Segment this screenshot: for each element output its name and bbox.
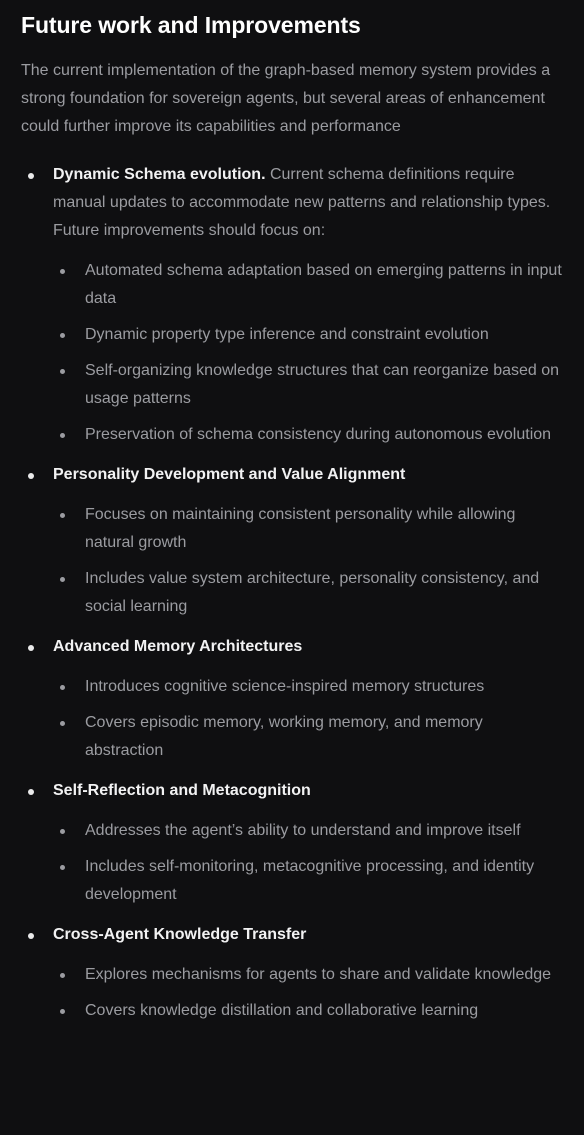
sub-list-item-text: Explores mechanisms for agents to share and validate knowledge bbox=[85, 966, 552, 983]
sub-list-item bbox=[53, 421, 564, 449]
list-item bbox=[21, 461, 564, 621]
bullet-icon bbox=[28, 173, 34, 179]
sub-list-item bbox=[53, 321, 564, 349]
list-item bbox=[21, 921, 564, 1025]
bullet-icon bbox=[60, 865, 65, 870]
sub-list-item bbox=[53, 961, 564, 989]
bullet-icon bbox=[28, 933, 34, 939]
sub-list-item-text: Addresses the agent’s ability to understand and improve itself bbox=[85, 822, 521, 839]
bullet-icon bbox=[60, 973, 65, 978]
bullet-icon bbox=[60, 1009, 65, 1014]
list-item-text bbox=[53, 161, 564, 245]
sub-list bbox=[53, 257, 564, 449]
intro-paragraph: The current implementation of the graph-based memory system provides a strong foundation for sovereign agents, but several areas of enhancement could further improve its capabilities and performance bbox=[21, 62, 551, 135]
sub-list-item-text: Self-organizing knowledge structures that can reorganize based on usage patterns bbox=[85, 362, 560, 407]
sub-list bbox=[53, 961, 564, 1025]
bullet-icon bbox=[60, 269, 65, 274]
bullet-icon bbox=[60, 513, 65, 518]
sub-list-item-text: Covers episodic memory, working memory, and memory abstraction bbox=[85, 714, 483, 759]
list-item bbox=[21, 161, 564, 449]
sub-list-item bbox=[53, 997, 564, 1025]
improvements-list bbox=[21, 161, 564, 1025]
list-item-text bbox=[53, 461, 564, 489]
list-item-title: Self-Reflection and Metacognition bbox=[53, 782, 311, 799]
sub-list-item-text: Automated schema adaptation based on emerging patterns in input data bbox=[85, 262, 562, 307]
bullet-icon bbox=[60, 433, 65, 438]
sub-list-item-text: Includes value system architecture, personality consistency, and social learning bbox=[85, 570, 540, 615]
sub-list-item-text: Includes self-monitoring, metacognitive processing, and identity development bbox=[85, 858, 535, 903]
sub-list-item bbox=[53, 817, 564, 845]
list-item-title: Personality Development and Value Alignment bbox=[53, 466, 406, 483]
sub-list-item-text: Covers knowledge distillation and collaborative learning bbox=[85, 1002, 479, 1019]
bullet-icon bbox=[60, 721, 65, 726]
list-item-title: Cross-Agent Knowledge Transfer bbox=[53, 926, 307, 943]
bullet-icon bbox=[60, 577, 65, 582]
list-item-text bbox=[53, 921, 564, 949]
sub-list-item-text: Introduces cognitive science-inspired memory structures bbox=[85, 678, 485, 695]
sub-list-item bbox=[53, 673, 564, 701]
section-heading: Future work and Improvements bbox=[21, 12, 361, 38]
sub-list bbox=[53, 501, 564, 621]
list-item-text bbox=[53, 633, 564, 661]
bullet-icon bbox=[60, 369, 65, 374]
list-item-title: Dynamic Schema evolution. bbox=[53, 166, 266, 183]
list-item-text bbox=[53, 777, 564, 805]
sub-list bbox=[53, 817, 564, 909]
bullet-icon bbox=[28, 789, 34, 795]
sub-list bbox=[53, 673, 564, 765]
sub-list-item bbox=[53, 565, 564, 621]
sub-list-item-text: Focuses on maintaining consistent personality while allowing natural growth bbox=[85, 506, 516, 551]
list-item bbox=[21, 633, 564, 765]
bullet-icon bbox=[60, 685, 65, 690]
bullet-icon bbox=[60, 333, 65, 338]
sub-list-item-text: Preservation of schema consistency during autonomous evolution bbox=[85, 426, 552, 443]
bullet-icon bbox=[60, 829, 65, 834]
bullet-icon bbox=[28, 473, 34, 479]
bullet-icon bbox=[28, 645, 34, 651]
sub-list-item-text: Dynamic property type inference and constraint evolution bbox=[85, 326, 489, 343]
sub-list-item bbox=[53, 709, 564, 765]
sub-list-item bbox=[53, 357, 564, 413]
list-item-description: Current schema definitions require manual updates to accommodate new patterns and relationship types. Future improvements should focus on: bbox=[53, 166, 551, 239]
sub-list-item bbox=[53, 853, 564, 909]
list-item bbox=[21, 777, 564, 909]
list-item-title: Advanced Memory Architectures bbox=[53, 638, 303, 655]
sub-list-item bbox=[53, 257, 564, 313]
sub-list-item bbox=[53, 501, 564, 557]
